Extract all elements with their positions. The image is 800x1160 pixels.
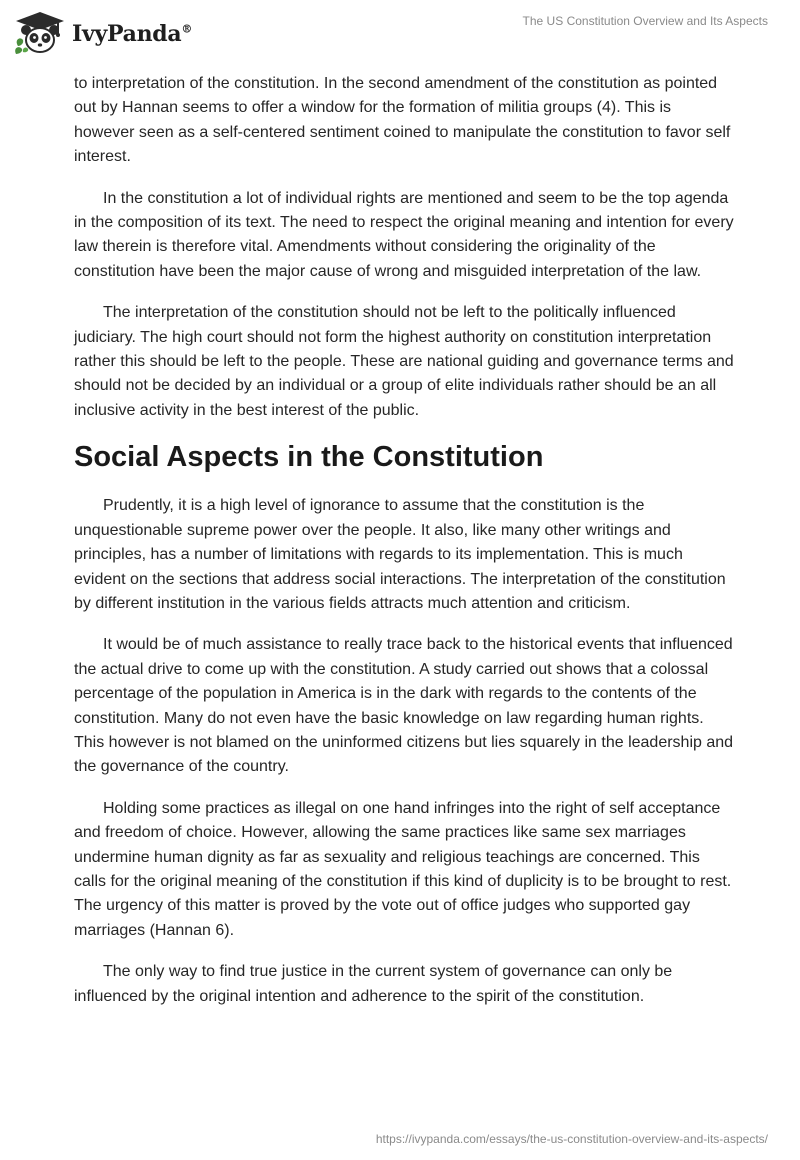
panda-graduation-cap-icon: [14, 10, 66, 56]
essay-body: [74, 72, 734, 1026]
document-title: The US Constitution Overview and Its Aspects: [522, 14, 768, 28]
paragraph: Prudently, it is a high level of ignorance to assume that the constitution is the unquestionable supreme power over the people. It also, like many other writings and principles, has a number of limitations with regards to its implementation. This is much evident on the sections that address social interactions. The interpretation of the constitution by different institution in the various fields attracts much attention and criticism.: [74, 497, 726, 612]
ivypanda-logo[interactable]: [14, 10, 192, 56]
paragraph: The only way to find true justice in the current system of governance can only be influenced by the original intention and adherence to the spirit of the constitution.: [74, 963, 673, 1005]
paragraph: The interpretation of the constitution should not be left to the politically influenced judiciary. The high court should not form the highest authority on constitution interpretation rather this should be left to the people. These are national guiding and governance terms and should not be decided by an individual or a group of elite individuals rather should be an all inclusive activity in the best interest of the public.: [74, 304, 734, 419]
paragraph: It would be of much assistance to really trace back to the historical events that influenced the actual drive to come up with the constitution. A study carried out shows that a colossal percentage of the population in America is in the dark with regards to the contents of the constitution. Many do not even have the basic knowledge on law regarding human rights. This however is not blamed on the uninformed citizens but lies squarely in the leadership and the governance of the country.: [74, 636, 734, 776]
logo-text: [72, 21, 192, 47]
registered-mark: ®: [181, 22, 193, 36]
page-header: [0, 0, 800, 66]
logo-wordmark: IvyPanda: [72, 21, 182, 47]
section-heading: Social Aspects in the Constitution: [74, 441, 544, 474]
source-url[interactable]: https://ivypanda.com/essays/the-us-constitution-overview-and-its-aspects/: [375, 1132, 768, 1146]
paragraph: Holding some practices as illegal on one hand infringes into the right of self acceptance and freedom of choice. However, allowing the same practices like same sex marriages undermine human dignity as far as sexuality and religious teachings are concerned. This calls for the original meaning of the constitution if this kind of duplicity is to be brought to rest. The urgency of this matter is proved by the vote out of office judges who supported gay marriages (Hannan 6).: [74, 799, 732, 939]
paragraph: to interpretation of the constitution. In the second amendment of the constitution as pointed out by Hannan seems to offer a window for the formation of militia groups (4). This is however seen as a self-centered sentiment coined to manipulate the constitution to favor self interest.: [74, 75, 731, 166]
paragraph: In the constitution a lot of individual rights are mentioned and seem to be the top agenda in the composition of its text. The need to respect the original meaning and intention for every law therein is therefore vital. Amendments without considering the originality of the constitution have been the major cause of wrong and misguided interpretation of the law.: [74, 189, 734, 280]
